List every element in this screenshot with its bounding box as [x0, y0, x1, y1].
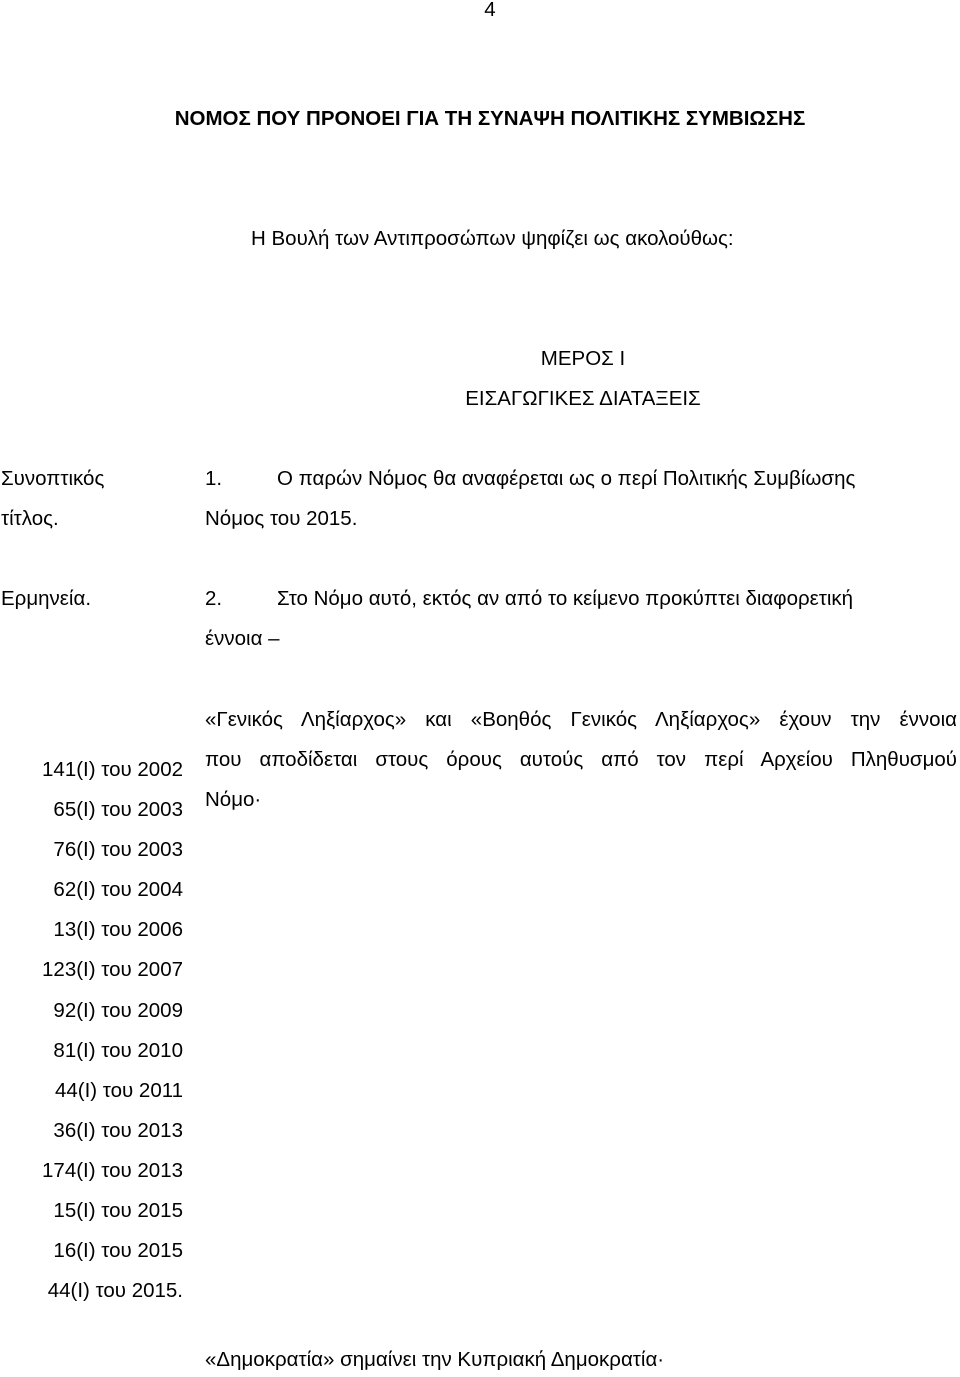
section-2-marginal-note: Ερμηνεία. — [1, 587, 92, 610]
law-reference: 62(Ι) του 2004 — [53, 878, 183, 902]
enacting-formula: Η Βουλή των Αντιπροσώπων ψηφίζει ως ακολούθως: — [251, 227, 734, 250]
section-2-text-cont: έννοια – — [205, 627, 280, 650]
law-reference: 76(Ι) του 2003 — [53, 838, 183, 862]
law-reference: 15(Ι) του 2015 — [53, 1199, 183, 1223]
definition-registrar-line-3: Νόμο· — [205, 788, 262, 811]
law-reference: 36(Ι) του 2013 — [53, 1118, 183, 1142]
definition-registrar-line-1: «Γενικός Ληξίαρχος» και «Βοηθός Γενικός Ληξίαρχος» έχουν την έννοια — [205, 708, 957, 731]
law-reference: 81(Ι) του 2010 — [53, 1038, 183, 1062]
section-1-text: Ο παρών Νόμος θα αναφέρεται ως ο περί Πολιτικής Συμβίωσης — [277, 467, 856, 490]
section-1-number: 1. — [205, 467, 223, 490]
page-number: 4 — [484, 0, 496, 21]
law-reference: 123(Ι) του 2007 — [42, 958, 183, 982]
definition-registrar-line-2: που αποδίδεται στους όρους αυτούς από τον περί Αρχείου Πληθυσμού — [205, 748, 957, 771]
law-reference: 44(Ι) του 2015. — [47, 1279, 183, 1303]
law-reference: 16(Ι) του 2015 — [53, 1239, 183, 1263]
part-number: ΜΕΡΟΣ Ι — [540, 347, 626, 370]
part-heading: ΕΙΣΑΓΩΓΙΚΕΣ ΔΙΑΤΑΞΕΙΣ — [465, 387, 701, 410]
law-reference: 65(Ι) του 2003 — [53, 798, 183, 822]
law-reference: 92(Ι) του 2009 — [53, 998, 183, 1022]
law-title: ΝΟΜΟΣ ΠΟΥ ΠΡΟΝΟΕΙ ΓΙΑ ΤΗ ΣΥΝΑΨΗ ΠΟΛΙΤΙΚΗΣ ΣΥΜΒΙΩΣΗΣ — [174, 107, 806, 130]
section-1-text-cont: Νόμος του 2015. — [205, 507, 358, 530]
law-reference: 141(Ι) του 2002 — [42, 758, 183, 781]
law-references — [0, 750, 183, 1311]
law-reference: 44(Ι) του 2011 — [54, 1078, 183, 1102]
definition-republic: «Δημοκρατία» σημαίνει την Κυπριακή Δημοκρατία· — [205, 1348, 665, 1371]
law-reference: 13(Ι) του 2006 — [53, 918, 183, 942]
section-2-number: 2. — [205, 587, 223, 610]
section-1-marginal-note-cont: τίτλος. — [1, 507, 59, 530]
section-1-marginal-note: Συνοπτικός — [1, 467, 105, 490]
section-2-text: Στο Νόμο αυτό, εκτός αν από το κείμενο προκύπτει διαφορετική — [277, 587, 854, 610]
law-reference: 174(Ι) του 2013 — [42, 1158, 183, 1182]
